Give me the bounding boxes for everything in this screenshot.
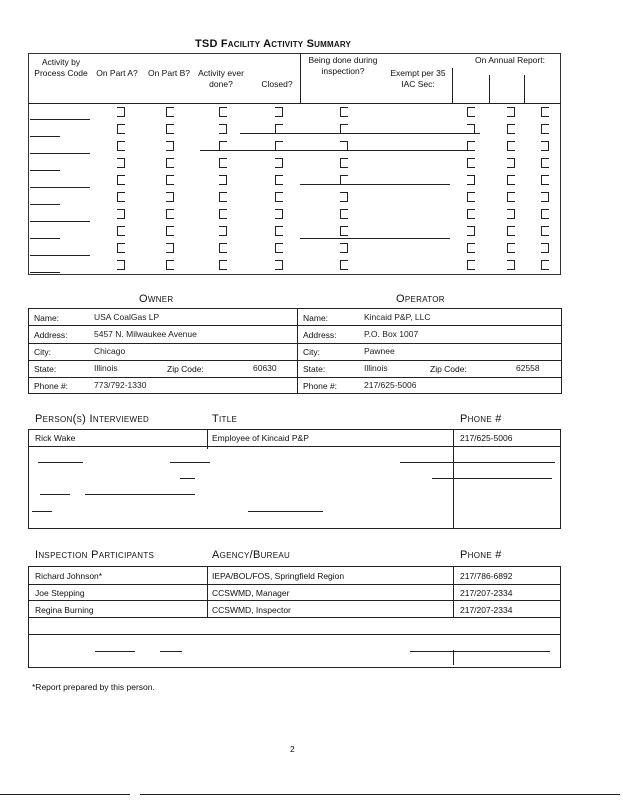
activity-checkbox[interactable]	[340, 260, 348, 270]
participant-phone: 217/786-6892	[460, 571, 513, 581]
participants-phone-header: Phone #	[460, 549, 502, 561]
activity-checkbox[interactable]	[117, 243, 125, 253]
activity-checkbox[interactable]	[219, 175, 227, 185]
col-exempt-header: Exempt per 35 IAC Sec:	[390, 68, 446, 89]
activity-checkbox[interactable]	[467, 226, 475, 236]
operator-name: Kincaid P&P, LLC	[364, 312, 431, 322]
activity-checkbox[interactable]	[467, 260, 475, 270]
activity-checkbox[interactable]	[219, 226, 227, 236]
activity-checkbox[interactable]	[166, 141, 174, 151]
col-ever-done-header: Activity ever done?	[198, 68, 244, 89]
participant-agency: CCSWMD, Inspector	[212, 605, 291, 615]
activity-checkbox[interactable]	[340, 243, 348, 253]
col-activity-header: Activity by Process Code	[34, 57, 88, 78]
owner-city-label: City:	[34, 347, 51, 357]
activity-checkbox[interactable]	[166, 209, 174, 219]
activity-checkbox[interactable]	[340, 107, 348, 117]
activity-checkbox[interactable]	[275, 107, 283, 117]
participant-phone: 217/207-2334	[460, 588, 513, 598]
interviewed-phone: 217/625-5006	[460, 433, 513, 443]
col-part-a-header: On Part A?	[96, 68, 138, 78]
activity-checkbox[interactable]	[219, 107, 227, 117]
activity-checkbox[interactable]	[467, 175, 475, 185]
participant-agency: CCSWMD, Manager	[212, 588, 290, 598]
owner-state: Illinois	[94, 363, 118, 373]
activity-checkbox[interactable]	[541, 226, 549, 236]
activity-checkbox[interactable]	[166, 192, 174, 202]
summary-title: TSD Facility Activity Summary	[195, 38, 352, 50]
activity-checkbox[interactable]	[507, 175, 515, 185]
operator-city: Pawnee	[364, 346, 395, 356]
owner-address-label: Address:	[34, 330, 68, 340]
activity-checkbox[interactable]	[166, 107, 174, 117]
operator-address: P.O. Box 1007	[364, 329, 419, 339]
participant-person: Regina Burning	[35, 605, 94, 615]
activity-checkbox[interactable]	[507, 209, 515, 219]
activity-checkbox[interactable]	[219, 260, 227, 270]
activity-checkbox[interactable]	[541, 260, 549, 270]
activity-checkbox[interactable]	[275, 158, 283, 168]
operator-zip-label: Zip Code:	[430, 364, 467, 374]
activity-checkbox[interactable]	[507, 226, 515, 236]
activity-checkbox[interactable]	[275, 260, 283, 270]
col-being-done-header: Being done during inspection?	[308, 55, 378, 76]
operator-name-label: Name:	[303, 313, 329, 323]
activity-checkbox[interactable]	[541, 243, 549, 253]
activity-checkbox[interactable]	[219, 158, 227, 168]
activity-checkbox[interactable]	[117, 175, 125, 185]
activity-checkbox[interactable]	[117, 124, 125, 134]
interviewed-table	[28, 429, 561, 529]
owner-heading: Owner	[139, 293, 174, 305]
summary-header-divider	[28, 103, 561, 104]
operator-state-label: State:	[303, 364, 326, 374]
activity-checkbox[interactable]	[507, 243, 515, 253]
activity-checkbox[interactable]	[117, 226, 125, 236]
col-closed-header: Closed?	[261, 79, 293, 89]
activity-checkbox[interactable]	[117, 209, 125, 219]
interviewed-title: Employee of Kincaid P&P	[212, 433, 309, 443]
operator-state: Illinois	[364, 363, 388, 373]
owner-address: 5457 N. Milwaukee Avenue	[94, 329, 197, 339]
activity-checkbox[interactable]	[117, 158, 125, 168]
participants-agency-header: Agency/Bureau	[212, 549, 291, 561]
activity-checkbox[interactable]	[117, 107, 125, 117]
activity-checkbox[interactable]	[275, 175, 283, 185]
activity-checkbox[interactable]	[507, 192, 515, 202]
activity-checkbox[interactable]	[117, 192, 125, 202]
participants-person-header: Inspection Participants	[35, 549, 155, 561]
activity-checkbox[interactable]	[166, 260, 174, 270]
activity-checkbox[interactable]	[340, 226, 348, 236]
col-part-b-header: On Part B?	[147, 68, 191, 78]
activity-checkbox[interactable]	[219, 209, 227, 219]
activity-checkbox[interactable]	[541, 107, 549, 117]
activity-checkbox[interactable]	[507, 260, 515, 270]
activity-checkbox[interactable]	[219, 243, 227, 253]
activity-checkbox[interactable]	[275, 226, 283, 236]
activity-checkbox[interactable]	[117, 141, 125, 151]
participant-person: Richard Johnson*	[35, 571, 103, 581]
activity-checkbox[interactable]	[275, 192, 283, 202]
activity-checkbox[interactable]	[467, 209, 475, 219]
activity-checkbox[interactable]	[507, 124, 515, 134]
activity-checkbox[interactable]	[166, 226, 174, 236]
operator-phone: 217/625-5006	[364, 380, 417, 390]
activity-checkbox[interactable]	[541, 192, 549, 202]
owner-zip: 60630	[253, 363, 277, 373]
activity-checkbox[interactable]	[467, 243, 475, 253]
page-number: 2	[290, 744, 295, 754]
participant-phone: 217/207-2334	[460, 605, 513, 615]
owner-phone: 773/792-1330	[94, 380, 147, 390]
activity-checkbox[interactable]	[340, 158, 348, 168]
activity-checkbox[interactable]	[166, 175, 174, 185]
activity-checkbox[interactable]	[219, 124, 227, 134]
interviewed-person-header: Person(s) Interviewed	[35, 413, 150, 425]
footnote: *Report prepared by this person.	[32, 682, 155, 692]
participant-agency: IEPA/BOL/FOS, Springfield Region	[212, 571, 345, 581]
activity-checkbox[interactable]	[467, 158, 475, 168]
activity-checkbox[interactable]	[541, 141, 549, 151]
operator-phone-label: Phone #:	[303, 381, 338, 391]
activity-checkbox[interactable]	[507, 158, 515, 168]
interviewed-person: Rick Wake	[35, 433, 76, 443]
operator-zip: 62558	[516, 363, 540, 373]
owner-city: Chicago	[94, 346, 126, 356]
activity-checkbox[interactable]	[541, 175, 549, 185]
activity-checkbox[interactable]	[541, 158, 549, 168]
operator-heading: Operator	[396, 293, 445, 305]
activity-checkbox[interactable]	[275, 209, 283, 219]
activity-checkbox[interactable]	[166, 124, 174, 134]
owner-zip-label: Zip Code:	[167, 364, 204, 374]
owner-phone-label: Phone #:	[34, 381, 69, 391]
activity-checkbox[interactable]	[507, 107, 515, 117]
operator-address-label: Address:	[303, 330, 337, 340]
activity-checkbox[interactable]	[275, 243, 283, 253]
activity-checkbox[interactable]	[340, 209, 348, 219]
activity-checkbox[interactable]	[117, 260, 125, 270]
interviewed-phone-header: Phone #	[460, 413, 502, 425]
activity-checkbox[interactable]	[166, 243, 174, 253]
activity-checkbox[interactable]	[541, 209, 549, 219]
owner-name: USA CoalGas LP	[94, 312, 160, 322]
activity-checkbox[interactable]	[166, 158, 174, 168]
participant-person: Joe Stepping	[35, 588, 85, 598]
activity-checkbox[interactable]	[219, 192, 227, 202]
activity-checkbox[interactable]	[340, 192, 348, 202]
activity-checkbox[interactable]	[507, 141, 515, 151]
owner-state-label: State:	[34, 364, 57, 374]
activity-checkbox[interactable]	[467, 107, 475, 117]
operator-city-label: City:	[303, 347, 320, 357]
col-annual-header: On Annual Report:	[475, 55, 545, 65]
owner-name-label: Name:	[34, 313, 60, 323]
interviewed-title-header: Title	[212, 413, 238, 425]
activity-checkbox[interactable]	[541, 124, 549, 134]
activity-checkbox[interactable]	[467, 192, 475, 202]
